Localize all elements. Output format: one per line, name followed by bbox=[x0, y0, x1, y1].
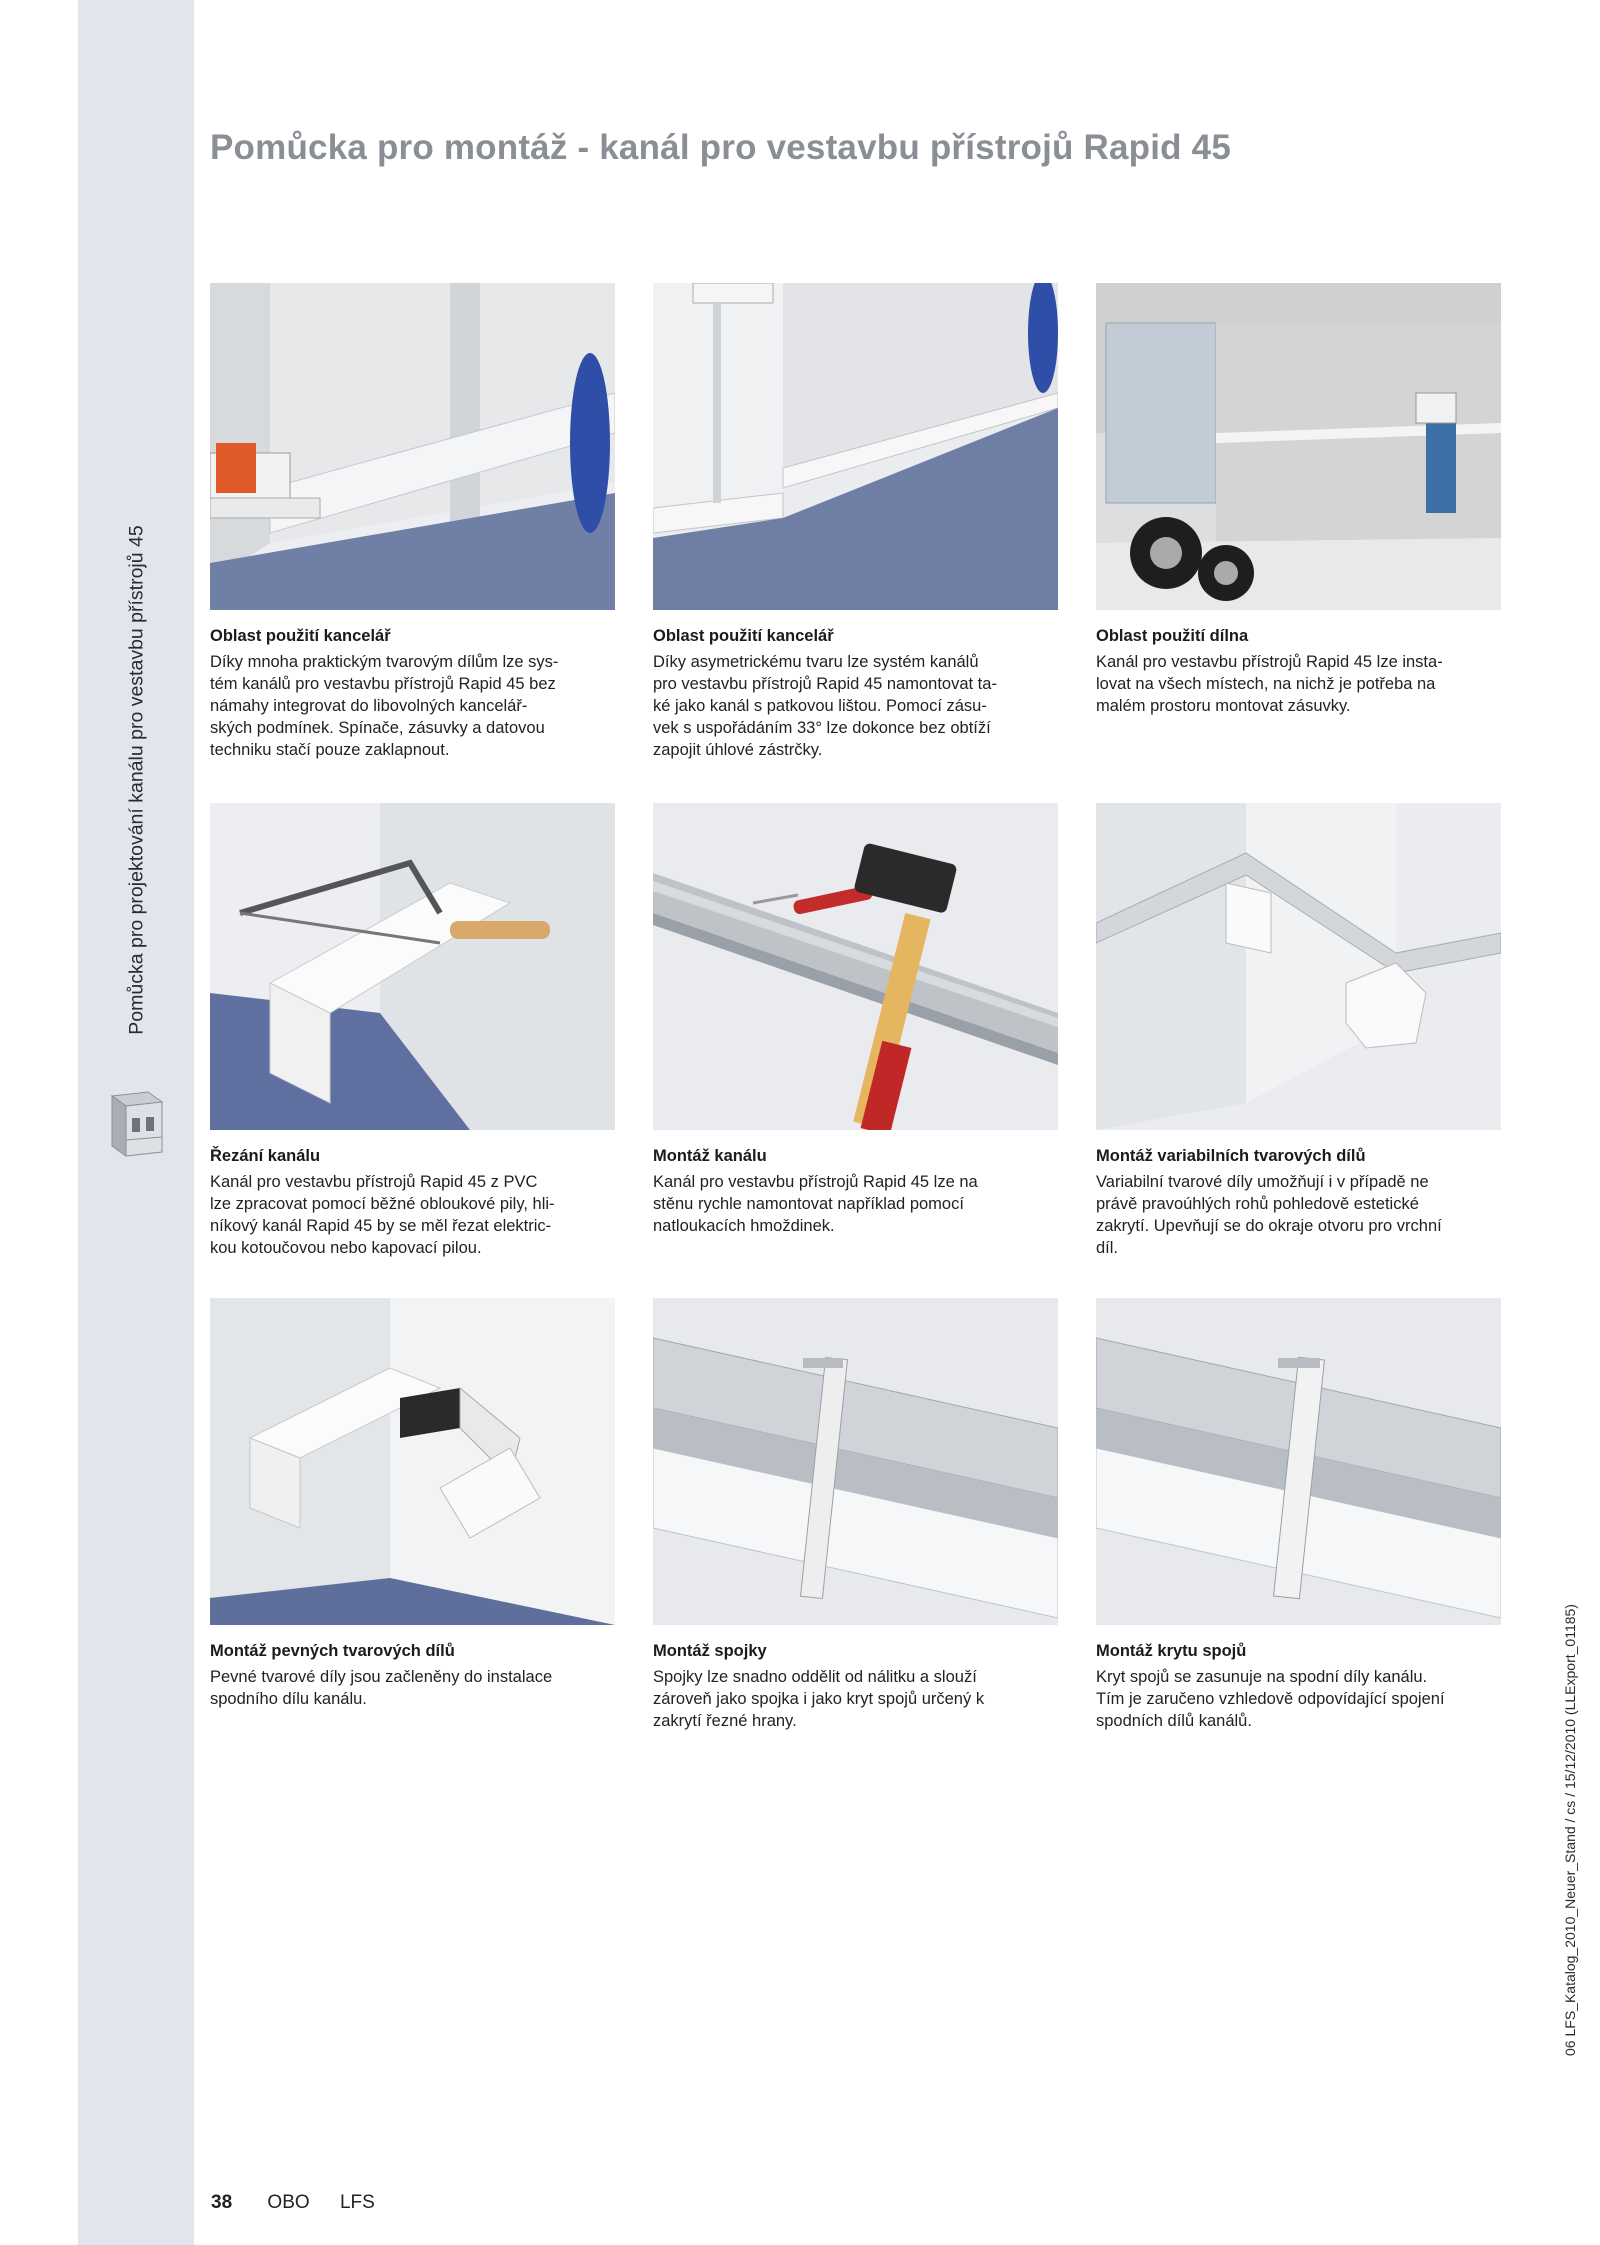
card-heading: Montáž krytu spojů bbox=[1096, 1642, 1247, 1660]
office-photo bbox=[653, 283, 1058, 610]
card-fixed-fittings bbox=[210, 1298, 615, 1710]
card-heading: Montáž kanálu bbox=[653, 1147, 767, 1165]
card-coupling-mounting bbox=[653, 1298, 1058, 1732]
page-title: Pomůcka pro montáž - kanál pro vestavbu přístrojů Rapid 45 bbox=[210, 128, 1231, 167]
card-heading: Montáž variabilních tvarových dílů bbox=[1096, 1147, 1366, 1165]
card-office-use-2 bbox=[653, 283, 1058, 761]
card-body: Kanál pro vestavbu přístrojů Rapid 45 lze na stěnu rychle namontovat například pomocí natloukacích hmoždinek. bbox=[653, 1173, 978, 1235]
footer-brand: OBO bbox=[267, 2192, 310, 2213]
document-code: 06 LFS_Katalog_2010_Neuer_Stand / cs / 15/12/2010 (LLExport_01185) bbox=[1562, 1604, 1578, 2056]
card-body: Kryt spojů se zasunuje na spodní díly kanálu. Tím je zaručeno vzhledově odpovídající spojení spodních dílů kanálů. bbox=[1096, 1668, 1445, 1730]
page-number: 38 bbox=[211, 2192, 233, 2213]
fixed-fittings-photo bbox=[210, 1298, 615, 1625]
card-workshop-use bbox=[1096, 283, 1501, 717]
card-heading: Oblast použití kancelář bbox=[653, 627, 834, 645]
mounting-photo bbox=[653, 803, 1058, 1130]
card-heading: Řezání kanálu bbox=[210, 1147, 321, 1165]
card-body: Spojky lze snadno oddělit od nálitku a slouží zároveň jako spojka i jako kryt spojů určený k zakrytí řezné hrany. bbox=[653, 1668, 985, 1730]
card-heading: Oblast použití dílna bbox=[1096, 627, 1249, 645]
card-body: Kanál pro vestavbu přístrojů Rapid 45 lze insta- lovat na všech místech, na nichž je potřeba na malém prostoru montovat zásuvky. bbox=[1096, 653, 1443, 715]
card-joint-cover-mounting bbox=[1096, 1298, 1501, 1732]
card-body: Kanál pro vestavbu přístrojů Rapid 45 z PVC lze zpracovat pomocí běžné obloukové pily, hli- níkový kanál Rapid 45 by se měl řezat elektric- kou kotoučovou nebo kapovací pilou. bbox=[210, 1173, 555, 1257]
page-footer bbox=[211, 2192, 375, 2214]
card-body: Díky mnoha praktickým tvarovým dílům lze sys- tém kanálů pro vestavbu přístrojů Rapid 45 bez námahy integrovat do libovolných kancelář- ských podmínek. Spínače, zásuvky a datovou techniku stačí pouze zaklapnout. bbox=[210, 653, 559, 759]
variable-fittings-photo bbox=[1096, 803, 1501, 1130]
card-heading: Montáž pevných tvarových dílů bbox=[210, 1642, 455, 1660]
card-heading: Oblast použití kancelář bbox=[210, 627, 391, 645]
card-body: Díky asymetrickému tvaru lze systém kanálů pro vestavbu přístrojů Rapid 45 namontovat ta- ké jako kanál s patkovou lištou. Pomocí zásu- vek s uspořádáním 33° lze dokonce bez obtíží zapojit úhlové zástrčky. bbox=[653, 653, 997, 759]
office-photo bbox=[210, 283, 615, 610]
footer-section: LFS bbox=[339, 2192, 375, 2213]
card-body: Pevné tvarové díly jsou začleněny do instalace spodního dílu kanálu. bbox=[210, 1668, 553, 1708]
side-section-title: Pomůcka pro projektování kanálu pro vestavbu přístrojů 45 bbox=[125, 525, 148, 1035]
workshop-photo bbox=[1096, 283, 1501, 610]
cutting-photo bbox=[210, 803, 615, 1130]
card-variable-fittings bbox=[1096, 803, 1501, 1259]
card-heading: Montáž spojky bbox=[653, 1642, 767, 1660]
joint-cover-photo bbox=[1096, 1298, 1501, 1625]
card-channel-mounting bbox=[653, 803, 1058, 1237]
cable-channel-icon bbox=[108, 1090, 166, 1160]
card-cutting-channel bbox=[210, 803, 615, 1259]
card-office-use-1 bbox=[210, 283, 615, 761]
card-body: Variabilní tvarové díly umožňují i v případě ne právě pravoúhlých rohů pohledově estetické zakrytí. Upevňují se do okraje otvoru pro vrchní díl. bbox=[1096, 1173, 1442, 1257]
coupling-photo bbox=[653, 1298, 1058, 1625]
